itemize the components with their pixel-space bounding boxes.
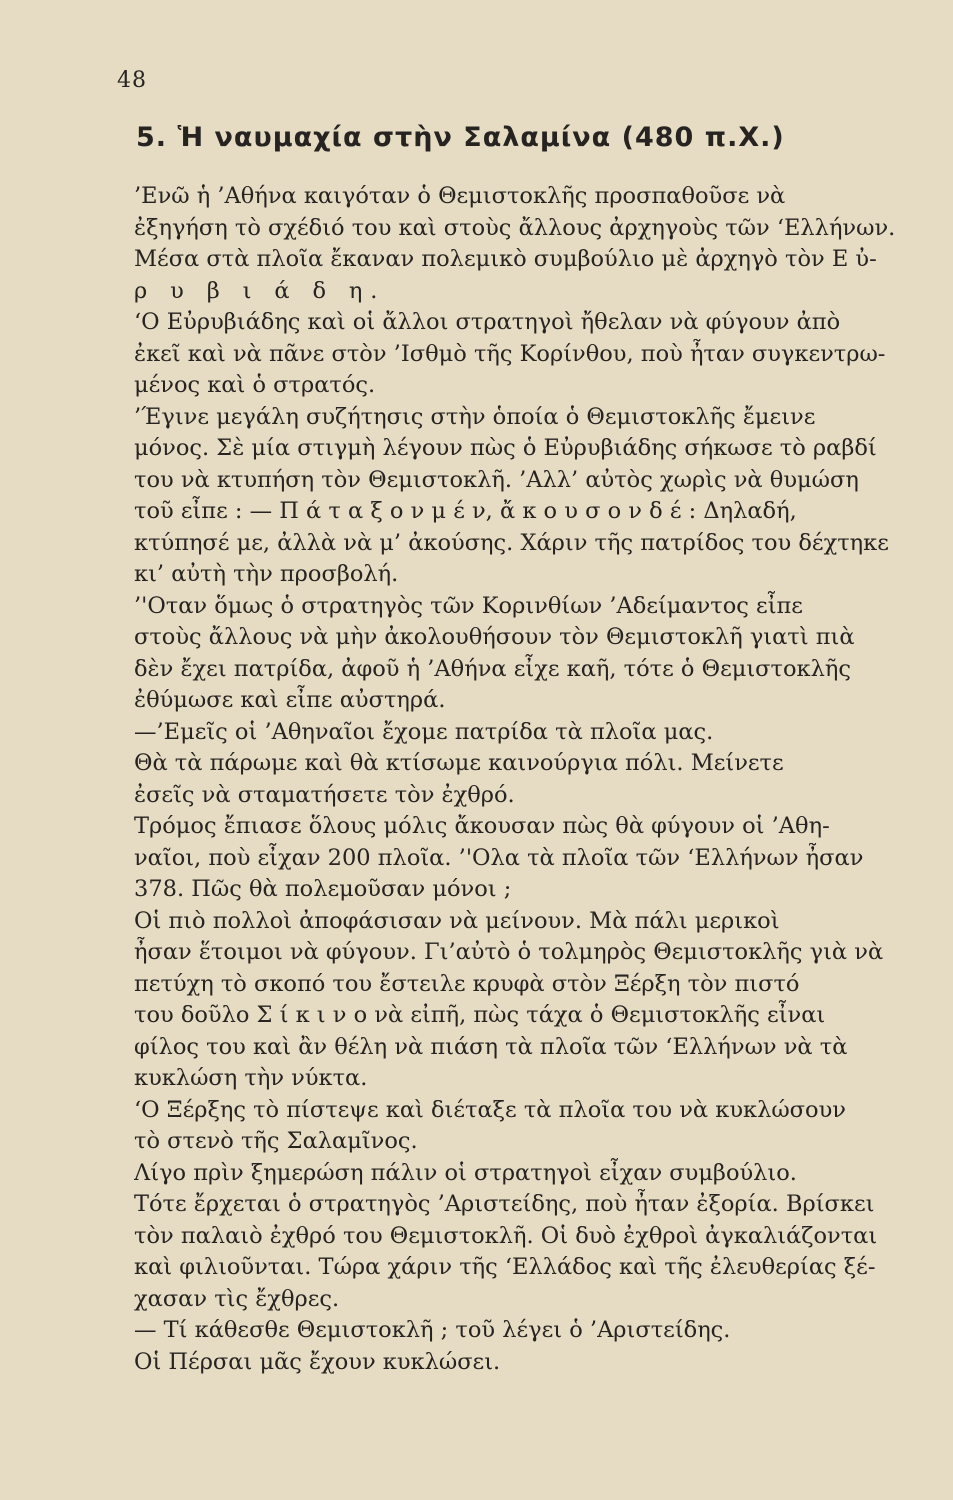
text-line: ’Έγινε μεγάλη συζήτησις στὴν ὁποία ὁ Θεμιστοκλῆς ἔμεινε: [134, 403, 816, 430]
chapter-title: 5. Ἡ ναυμαχία στὴν Σαλαμίνα (480 π.Χ.): [136, 122, 785, 153]
text-line: ’'Οταν ὅμως ὁ στρατηγὸς τῶν Κορινθίων ’Αδείμαντος εἶπε: [134, 592, 803, 619]
text-line: τοῦ εἶπε : — Π ά τ α ξ ο ν μ έ ν, ἄ κ ο υ σ ο ν δ έ : Δηλαδή,: [134, 498, 797, 524]
text-line: Οἱ πιὸ πολλοὶ ἀποφάσισαν νὰ μείνουν. Μὰ πάλι μερικοὶ: [134, 907, 780, 934]
text-line: Λίγο πρὶν ξημερώση πάλιν οἱ στρατηγοὶ εἶχαν συμβούλιο.: [134, 1159, 797, 1186]
text-line: Οἱ Πέρσαι μᾶς ἔχουν κυκλώσει.: [134, 1348, 501, 1375]
text-line: στοὺς ἄλλους νὰ μὴν ἀκολουθήσουν τὸν Θεμιστοκλῆ γιατὶ πιὰ: [134, 624, 855, 650]
text-line: Μέσα στὰ πλοῖα ἔκαναν πολεμικὸ συμβούλιο μὲ ἀρχηγὸ τὸν Ε ὐ-: [134, 246, 877, 272]
text-line: του νὰ κτυπήση τὸν Θεμιστοκλῆ. ’Αλλ’ αὐτὸς χωρὶς νὰ θυμώση: [134, 466, 859, 493]
text-line: χασαν τὶς ἔχθρες.: [134, 1285, 340, 1312]
text-line: Τότε ἔρχεται ὁ στρατηγὸς ’Αριστείδης, ποὺ ἦταν ἐξορία. Βρίσκει: [134, 1191, 875, 1217]
text-line: 378. Πῶς θὰ πολεμοῦσαν μόνοι ;: [134, 876, 512, 902]
text-line: κι’ αὐτὴ τὴν προσβολή.: [134, 561, 399, 587]
text-line: ‘Ο Εὐρυβιάδης καὶ οἱ ἄλλοι στρατηγοὶ ἤθελαν νὰ φύγουν ἀπὸ: [134, 309, 841, 335]
text-line: τὸ στενὸ τῆς Σαλαμῖνος.: [134, 1128, 418, 1154]
text-line: πετύχη τὸ σκοπό του ἔστειλε κρυφὰ στὸν Ξέρξη τὸν πιστό: [134, 970, 800, 997]
text-line: μένος καὶ ὁ στρατός.: [134, 372, 376, 398]
text-line: του δοῦλο Σ ί κ ι ν ο νὰ εἰπῆ, πὼς τάχα ὁ Θεμιστοκλῆς εἶναι: [134, 1002, 826, 1028]
text-line: Τρόμος ἔπιασε ὅλους μόλις ἄκουσαν πὼς θὰ φύγουν οἱ ’Αθη-: [134, 813, 830, 839]
text-line: ἐθύμωσε καὶ εἶπε αὐστηρά.: [134, 687, 446, 713]
text-line: δὲν ἔχει πατρίδα, ἀφοῦ ἡ ’Αθήνα εἶχε καῆ, τότε ὁ Θεμιστοκλῆς: [134, 655, 851, 682]
text-line: ρ υ β ι ά δ η.: [134, 277, 386, 304]
text-line: ἐξηγήση τὸ σχέδιό του καὶ στοὺς ἄλλους ἀρχηγοὺς τῶν ‘Ελλήνων.: [134, 214, 896, 241]
text-line: ἦσαν ἕτοιμοι νὰ φύγουν. Γι’αὐτὸ ὁ τολμηρὸς Θεμιστοκλῆς γιὰ νὰ: [134, 939, 884, 965]
text-line: κυκλώση τὴν νύκτα.: [134, 1065, 368, 1091]
text-line: ἐκεῖ καὶ νὰ πᾶνε στὸν ’Ισθμὸ τῆς Κορίνθου, ποὺ ἦταν συγκεντρω-: [134, 340, 886, 367]
text-line: ἐσεῖς νὰ σταματήσετε τὸν ἐχθρό.: [134, 781, 515, 808]
body-text: [134, 181, 934, 1378]
text-line: Θὰ τὰ πάρωμε καὶ θὰ κτίσωμε καινούργια πόλι. Μείνετε: [134, 750, 784, 776]
text-line: φίλος του καὶ ἂν θέλη νὰ πιάση τὰ πλοῖα τῶν ‘Ελλήνων νὰ τὰ: [134, 1033, 848, 1060]
text-line: ναῖοι, ποὺ εἶχαν 200 πλοῖα. ’'Ολα τὰ πλοῖα τῶν ‘Ελλήνων ἦσαν: [134, 844, 864, 871]
text-line: ‘Ο Ξέρξης τὸ πίστεψε καὶ διέταξε τὰ πλοῖα του νὰ κυκλώσουν: [134, 1096, 846, 1123]
text-line: — Τί κάθεσθε Θεμιστοκλῆ ; τοῦ λέγει ὁ ’Αριστείδης.: [134, 1317, 731, 1343]
text-line: μόνος. Σὲ μία στιγμὴ λέγουν πὼς ὁ Εὐρυβιάδης σήκωσε τὸ ραβδί: [134, 435, 877, 461]
text-line: κτύπησέ με, ἀλλὰ νὰ μ’ ἀκούσης. Χάριν τῆς πατρίδος του δέχτηκε: [134, 529, 889, 556]
text-line: καὶ φιλιοῦνται. Τώρα χάριν τῆς ‘Ελλάδος καὶ τῆς ἐλευθερίας ξέ-: [134, 1254, 876, 1280]
text-line: ’Ενῶ ἡ ’Αθήνα καιγόταν ὁ Θεμιστοκλῆς προσπαθοῦσε νὰ: [134, 183, 786, 209]
text-line: τὸν παλαιὸ ἐχθρό του Θεμιστοκλῆ. Οἱ δυὸ ἐχθροὶ ἀγκαλιάζονται: [134, 1222, 878, 1249]
page-number: 48: [117, 68, 147, 93]
text-line: —’Εμεῖς οἱ ’Αθηναῖοι ἔχομε πατρίδα τὰ πλοῖα μας.: [134, 718, 714, 745]
